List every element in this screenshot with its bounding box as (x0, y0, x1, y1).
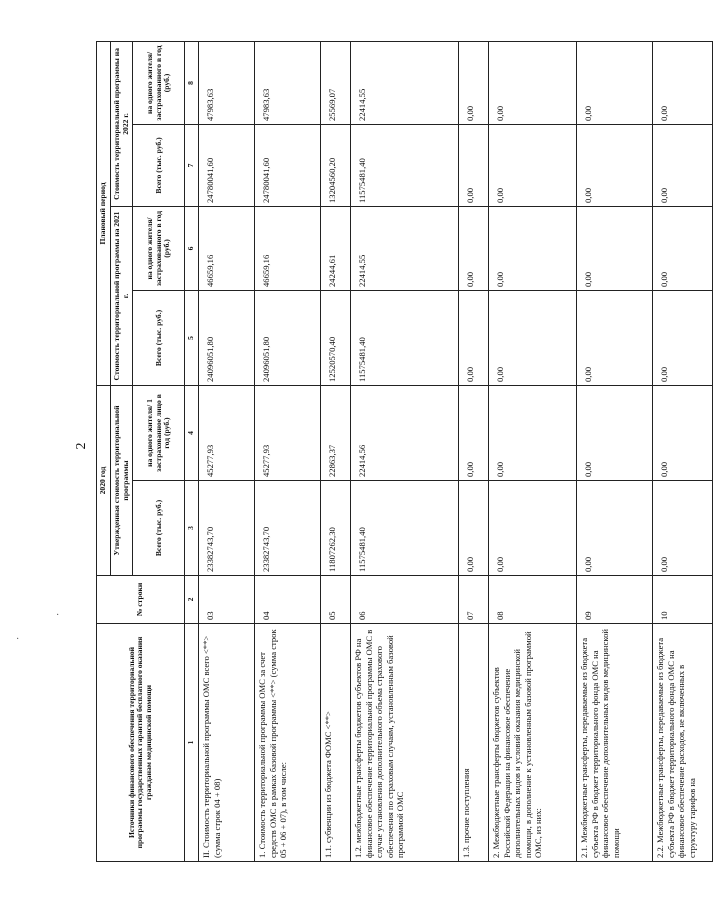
value-cell: 0,00 (653, 41, 713, 124)
header-total: Всего (тыс. руб.) (133, 290, 185, 385)
value-cell: 24780041,60 (199, 124, 255, 206)
value-cell: 0,00 (577, 290, 653, 385)
table-row (351, 41, 459, 861)
column-number: 2 (185, 576, 199, 624)
column-number: 3 (185, 481, 199, 576)
value-cell: 0,00 (577, 385, 653, 480)
column-number: 7 (185, 124, 199, 206)
value-cell: 0,00 (653, 124, 713, 206)
value-cell: 0,00 (653, 481, 713, 576)
value-cell: 0,00 (459, 41, 489, 124)
column-number: 6 (185, 206, 199, 290)
source-cell: 1. Стоимость территориальной программы ОМС за счет средств ОМС в рамках базовой программы <**> (сумма строк 05 + 06 + 07), в том числе: (255, 624, 321, 862)
value-cell: 0,00 (489, 385, 577, 480)
table-row (255, 41, 321, 861)
source-cell: 1.2. межбюджетные трансферты бюджетов субъектов РФ на финансовое обеспечение территориальной программы ОМС в случае установления дополнительного объема страхового обеспечения по страховым случаям, установленным базовой программой ОМС (351, 624, 459, 862)
value-cell: 0,00 (459, 206, 489, 290)
column-number: 8 (185, 41, 199, 124)
value-cell: 47983,63 (199, 41, 255, 124)
table-row (653, 41, 713, 861)
value-cell: 22414,55 (351, 41, 459, 124)
rotated-table-container (96, 42, 697, 862)
header-per-person: на одного жителя/ застрахованного в год (руб.) (133, 206, 185, 290)
value-cell: 0,00 (459, 124, 489, 206)
value-cell: 0,00 (459, 385, 489, 480)
value-cell: 22414,55 (351, 206, 459, 290)
value-cell: 46659,16 (199, 206, 255, 290)
header-planned-period: Плановый период (97, 41, 111, 385)
value-cell: 0,00 (653, 206, 713, 290)
row-code: 04 (255, 576, 321, 624)
value-cell: 24096051,80 (255, 290, 321, 385)
scan-speck: · (56, 610, 60, 621)
row-code: 08 (489, 576, 577, 624)
value-cell: 12520570,40 (321, 290, 351, 385)
row-code: 09 (577, 576, 653, 624)
row-code: 10 (653, 576, 713, 624)
value-cell: 25569,07 (321, 41, 351, 124)
value-cell: 0,00 (459, 290, 489, 385)
value-cell: 22863,37 (321, 385, 351, 480)
value-cell: 0,00 (489, 481, 577, 576)
value-cell: 11575481,40 (351, 290, 459, 385)
value-cell: 0,00 (489, 206, 577, 290)
table-row (459, 41, 489, 861)
value-cell: 0,00 (489, 41, 577, 124)
header-cost-2021: Стоимость территориальной программы на 2021 г. (111, 206, 133, 385)
value-cell: 24244,61 (321, 206, 351, 290)
value-cell: 45277,93 (255, 385, 321, 480)
source-cell: 1.3. прочие поступления (459, 624, 489, 862)
column-number: 4 (185, 385, 199, 480)
source-cell: 1.1. субвенции из бюджета ФОМС <**> (321, 624, 351, 862)
value-cell: 13204560,20 (321, 124, 351, 206)
header-per-person: на одного жителя/ застрахованного в год (руб.) (133, 41, 185, 124)
value-cell: 22414,56 (351, 385, 459, 480)
value-cell: 11807262,30 (321, 481, 351, 576)
financing-table (96, 41, 713, 862)
table-row (321, 41, 351, 861)
header-total: Всего (тыс. руб.) (133, 481, 185, 576)
table-row (199, 41, 255, 861)
value-cell: 47983,63 (255, 41, 321, 124)
source-cell: 2.1. Межбюджетные трансферты, передаваемые из бюджета субъекта РФ в бюджет территориального фонда ОМС на финансовое обеспечение дополнительных видов медицинской помощи (577, 624, 653, 862)
value-cell: 46659,16 (255, 206, 321, 290)
column-number: 5 (185, 290, 199, 385)
value-cell: 0,00 (489, 124, 577, 206)
column-number-row (185, 41, 199, 861)
value-cell: 23382743,70 (255, 481, 321, 576)
value-cell: 11575481,40 (351, 481, 459, 576)
source-cell: II. Стоимость территориальной программы ОМС всего <**> (сумма строк 04 + 08) (199, 624, 255, 862)
value-cell: 0,00 (653, 385, 713, 480)
row-code: 05 (321, 576, 351, 624)
value-cell: 0,00 (653, 290, 713, 385)
value-cell: 11575481,40 (351, 124, 459, 206)
value-cell: 24096051,80 (199, 290, 255, 385)
row-code: 06 (351, 576, 459, 624)
source-cell: 2. Межбюджетные трансферты бюджетов субъектов Российской Федерации на финансовое обеспечение дополнительных видов и условий оказания медицинской помощи, в дополнение к установленным базовой программой ОМС, из них: (489, 624, 577, 862)
value-cell: 24780041,60 (255, 124, 321, 206)
value-cell: 0,00 (577, 41, 653, 124)
header-per-person: на одного жителя/ 1 застрахованное лицо в год (руб.) (133, 385, 185, 480)
page-number: 2 (74, 442, 89, 450)
header-year-2020: 2020 год (97, 385, 111, 575)
value-cell: 0,00 (577, 481, 653, 576)
row-code: 07 (459, 576, 489, 624)
header-total: Всего (тыс. руб.) (133, 124, 185, 206)
header-approved-cost: Утвержденная стоимость территориальной программы (111, 385, 133, 575)
value-cell: 0,00 (577, 206, 653, 290)
value-cell: 45277,93 (199, 385, 255, 480)
header-cost-2022: Стоимость территориальной программы на 2022 г. (111, 41, 133, 206)
value-cell: 23382743,70 (199, 481, 255, 576)
table-row (577, 41, 653, 861)
value-cell: 0,00 (489, 290, 577, 385)
header-source: Источники финансового обеспечения территориальной программы государственных гарантий бесплатного оказания гражданам медицинской помощи (97, 624, 185, 862)
value-cell: 0,00 (459, 481, 489, 576)
scan-speck: · (16, 634, 20, 645)
source-cell: 2.2. Межбюджетные трансферты, передаваемые из бюджета субъекта РФ в бюджет территориального фонда ОМС на финансовое обеспечение расходов, не включенных в структуру тарифов на (653, 624, 713, 862)
column-number: 1 (185, 624, 199, 862)
value-cell: 0,00 (577, 124, 653, 206)
row-code: 03 (199, 576, 255, 624)
header-row-no: № строки (97, 576, 185, 624)
table-row (489, 41, 577, 861)
